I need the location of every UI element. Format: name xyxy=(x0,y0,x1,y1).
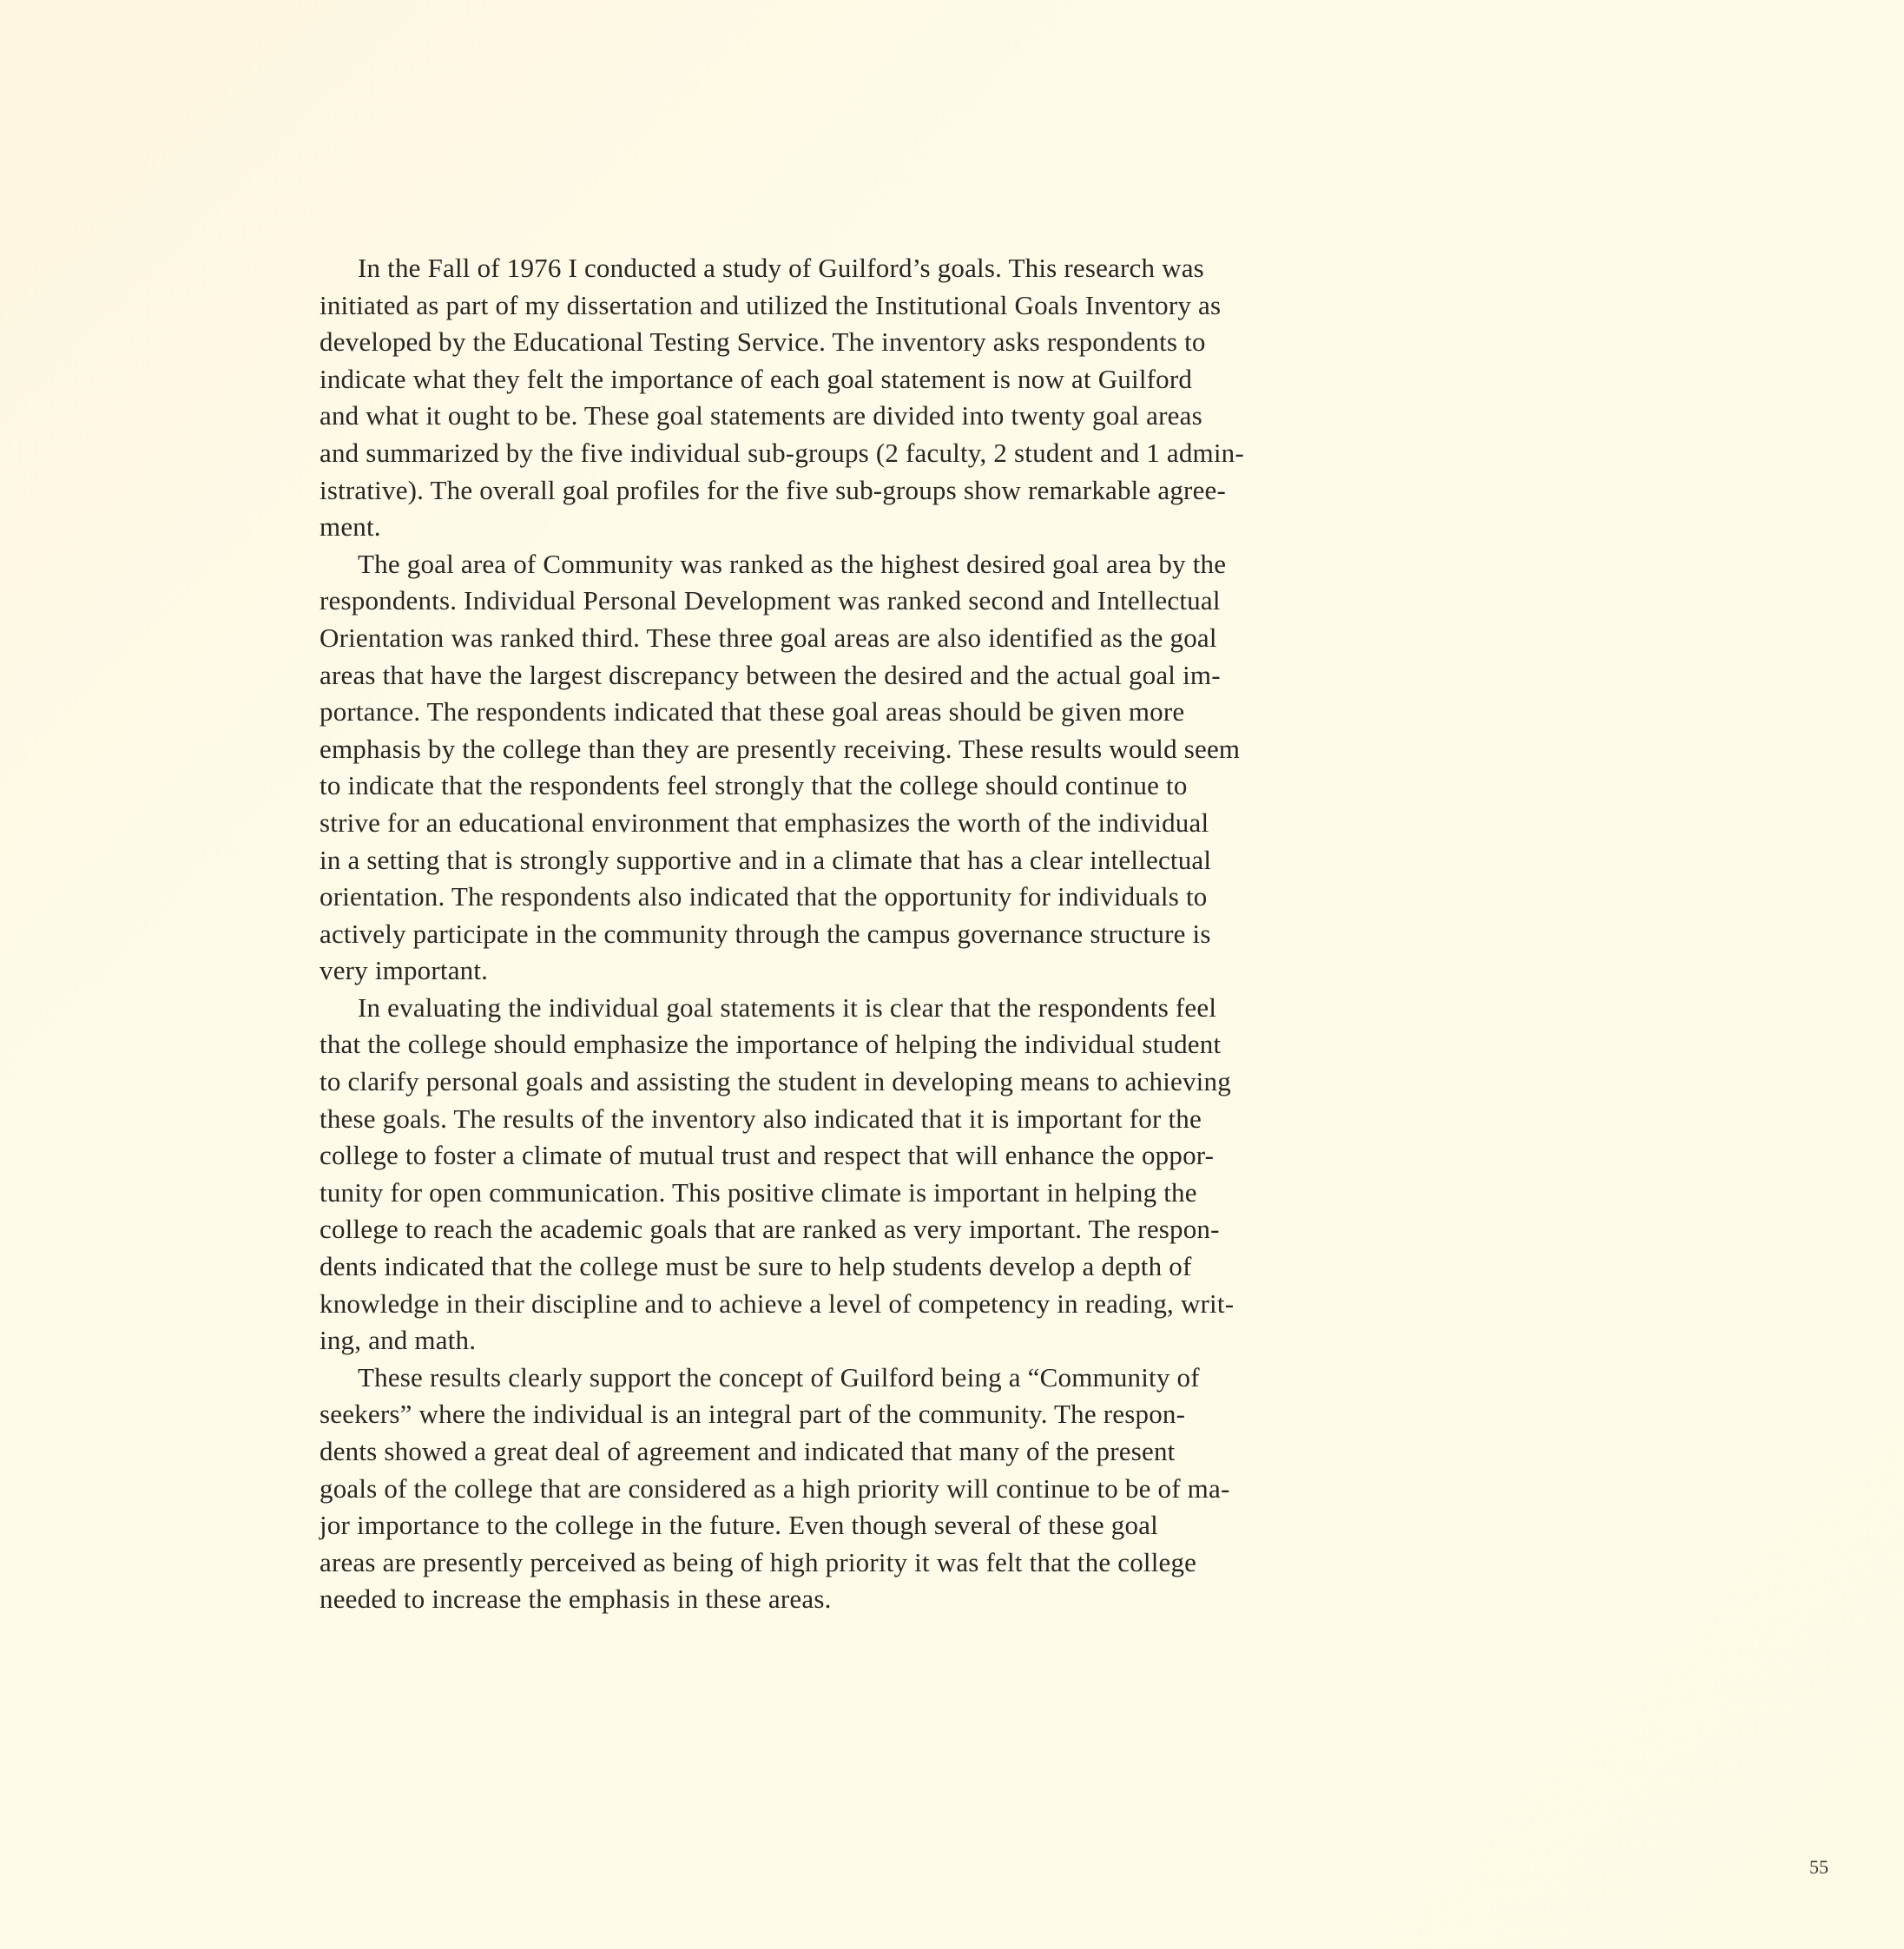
text-line: jor importance to the college in the future. Even though several of these goal xyxy=(320,1510,1158,1541)
text-line: areas that have the largest discrepancy between the desired and the actual goal im- xyxy=(320,659,1221,690)
text-line: tunity for open communication. This positive climate is important in helping the xyxy=(320,1176,1197,1208)
text-line: very important. xyxy=(320,955,489,986)
text-line: knowledge in their discipline and to achieve a level of competency in reading, writ- xyxy=(320,1287,1235,1319)
text-line: in a setting that is strongly supportive and in a climate that has a clear intellectual xyxy=(320,844,1212,875)
page-number: 55 xyxy=(1809,1856,1828,1878)
text-line: that the college should emphasize the importance of helping the individual student xyxy=(320,1029,1222,1060)
text-line: these goals. The results of the inventory also indicated that it is important for the xyxy=(320,1103,1202,1134)
text-line: developed by the Educational Testing Service. The inventory asks respondents to xyxy=(320,326,1206,358)
paragraph-4 xyxy=(320,1360,1387,1618)
text-line: In the Fall of 1976 I conducted a study of Guilford’s goals. This research was xyxy=(358,253,1204,283)
text-line: college to foster a climate of mutual trust and respect that will enhance the oppor- xyxy=(320,1140,1215,1171)
text-line: These results clearly support the concept of Guilford being a “Community of xyxy=(358,1361,1200,1393)
text-line: to clarify personal goals and assisting the student in developing means to achieving xyxy=(320,1066,1231,1097)
text-line: dents indicated that the college must be sure to help students develop a depth of xyxy=(320,1251,1192,1282)
paragraph-3 xyxy=(320,990,1387,1360)
text-line: In evaluating the individual goal statements it is clear that the respondents feel xyxy=(358,991,1217,1023)
text-line: emphasis by the college than they are presently receiving. These results would seem xyxy=(320,733,1241,764)
text-line: ing, and math. xyxy=(320,1325,477,1356)
text-line: areas are presently perceived as being of high priority it was felt that the college xyxy=(320,1546,1197,1577)
text-line: istrative). The overall goal profiles for the five sub-groups show remarkable agree- xyxy=(320,474,1227,505)
text-line: indicate what they felt the importance of each goal statement is now at Guilford xyxy=(320,363,1193,394)
text-line: needed to increase the emphasis in these areas. xyxy=(320,1584,832,1615)
text-line: The goal area of Community was ranked as the highest desired goal area by the xyxy=(358,548,1227,579)
text-line: seekers” where the individual is an integral part of the community. The respon- xyxy=(320,1399,1186,1430)
text-line: dents showed a great deal of agreement and indicated that many of the present xyxy=(320,1436,1176,1466)
paragraph-1 xyxy=(320,250,1387,546)
text-line: portance. The respondents indicated that these goal areas should be given more xyxy=(320,696,1185,728)
text-line: actively participate in the community through the campus governance structure is xyxy=(320,918,1211,949)
text-line: initiated as part of my dissertation and utilized the Institutional Goals Inventory as xyxy=(320,289,1222,320)
text-line: ment. xyxy=(320,511,381,543)
text-line: goals of the college that are considered as a high priority will continue to be of ma- xyxy=(320,1472,1230,1504)
paragraph-2 xyxy=(320,546,1387,990)
text-line: Orientation was ranked third. These three goal areas are also identified as the goal xyxy=(320,622,1217,653)
text-line: respondents. Individual Personal Development was ranked second and Intellectual xyxy=(320,585,1221,616)
text-line: orientation. The respondents also indicated that the opportunity for individuals to xyxy=(320,881,1208,912)
text-line: and summarized by the five individual sub-groups (2 faculty, 2 student and 1 admin- xyxy=(320,437,1244,468)
text-line: and what it ought to be. These goal statements are divided into twenty goal areas xyxy=(320,400,1202,431)
body-text xyxy=(320,250,1387,1618)
text-line: college to reach the academic goals that are ranked as very important. The respon- xyxy=(320,1214,1220,1245)
text-line: strive for an educational environment that emphasizes the worth of the individual xyxy=(320,807,1209,838)
text-line: to indicate that the respondents feel strongly that the college should continue to xyxy=(320,770,1188,801)
